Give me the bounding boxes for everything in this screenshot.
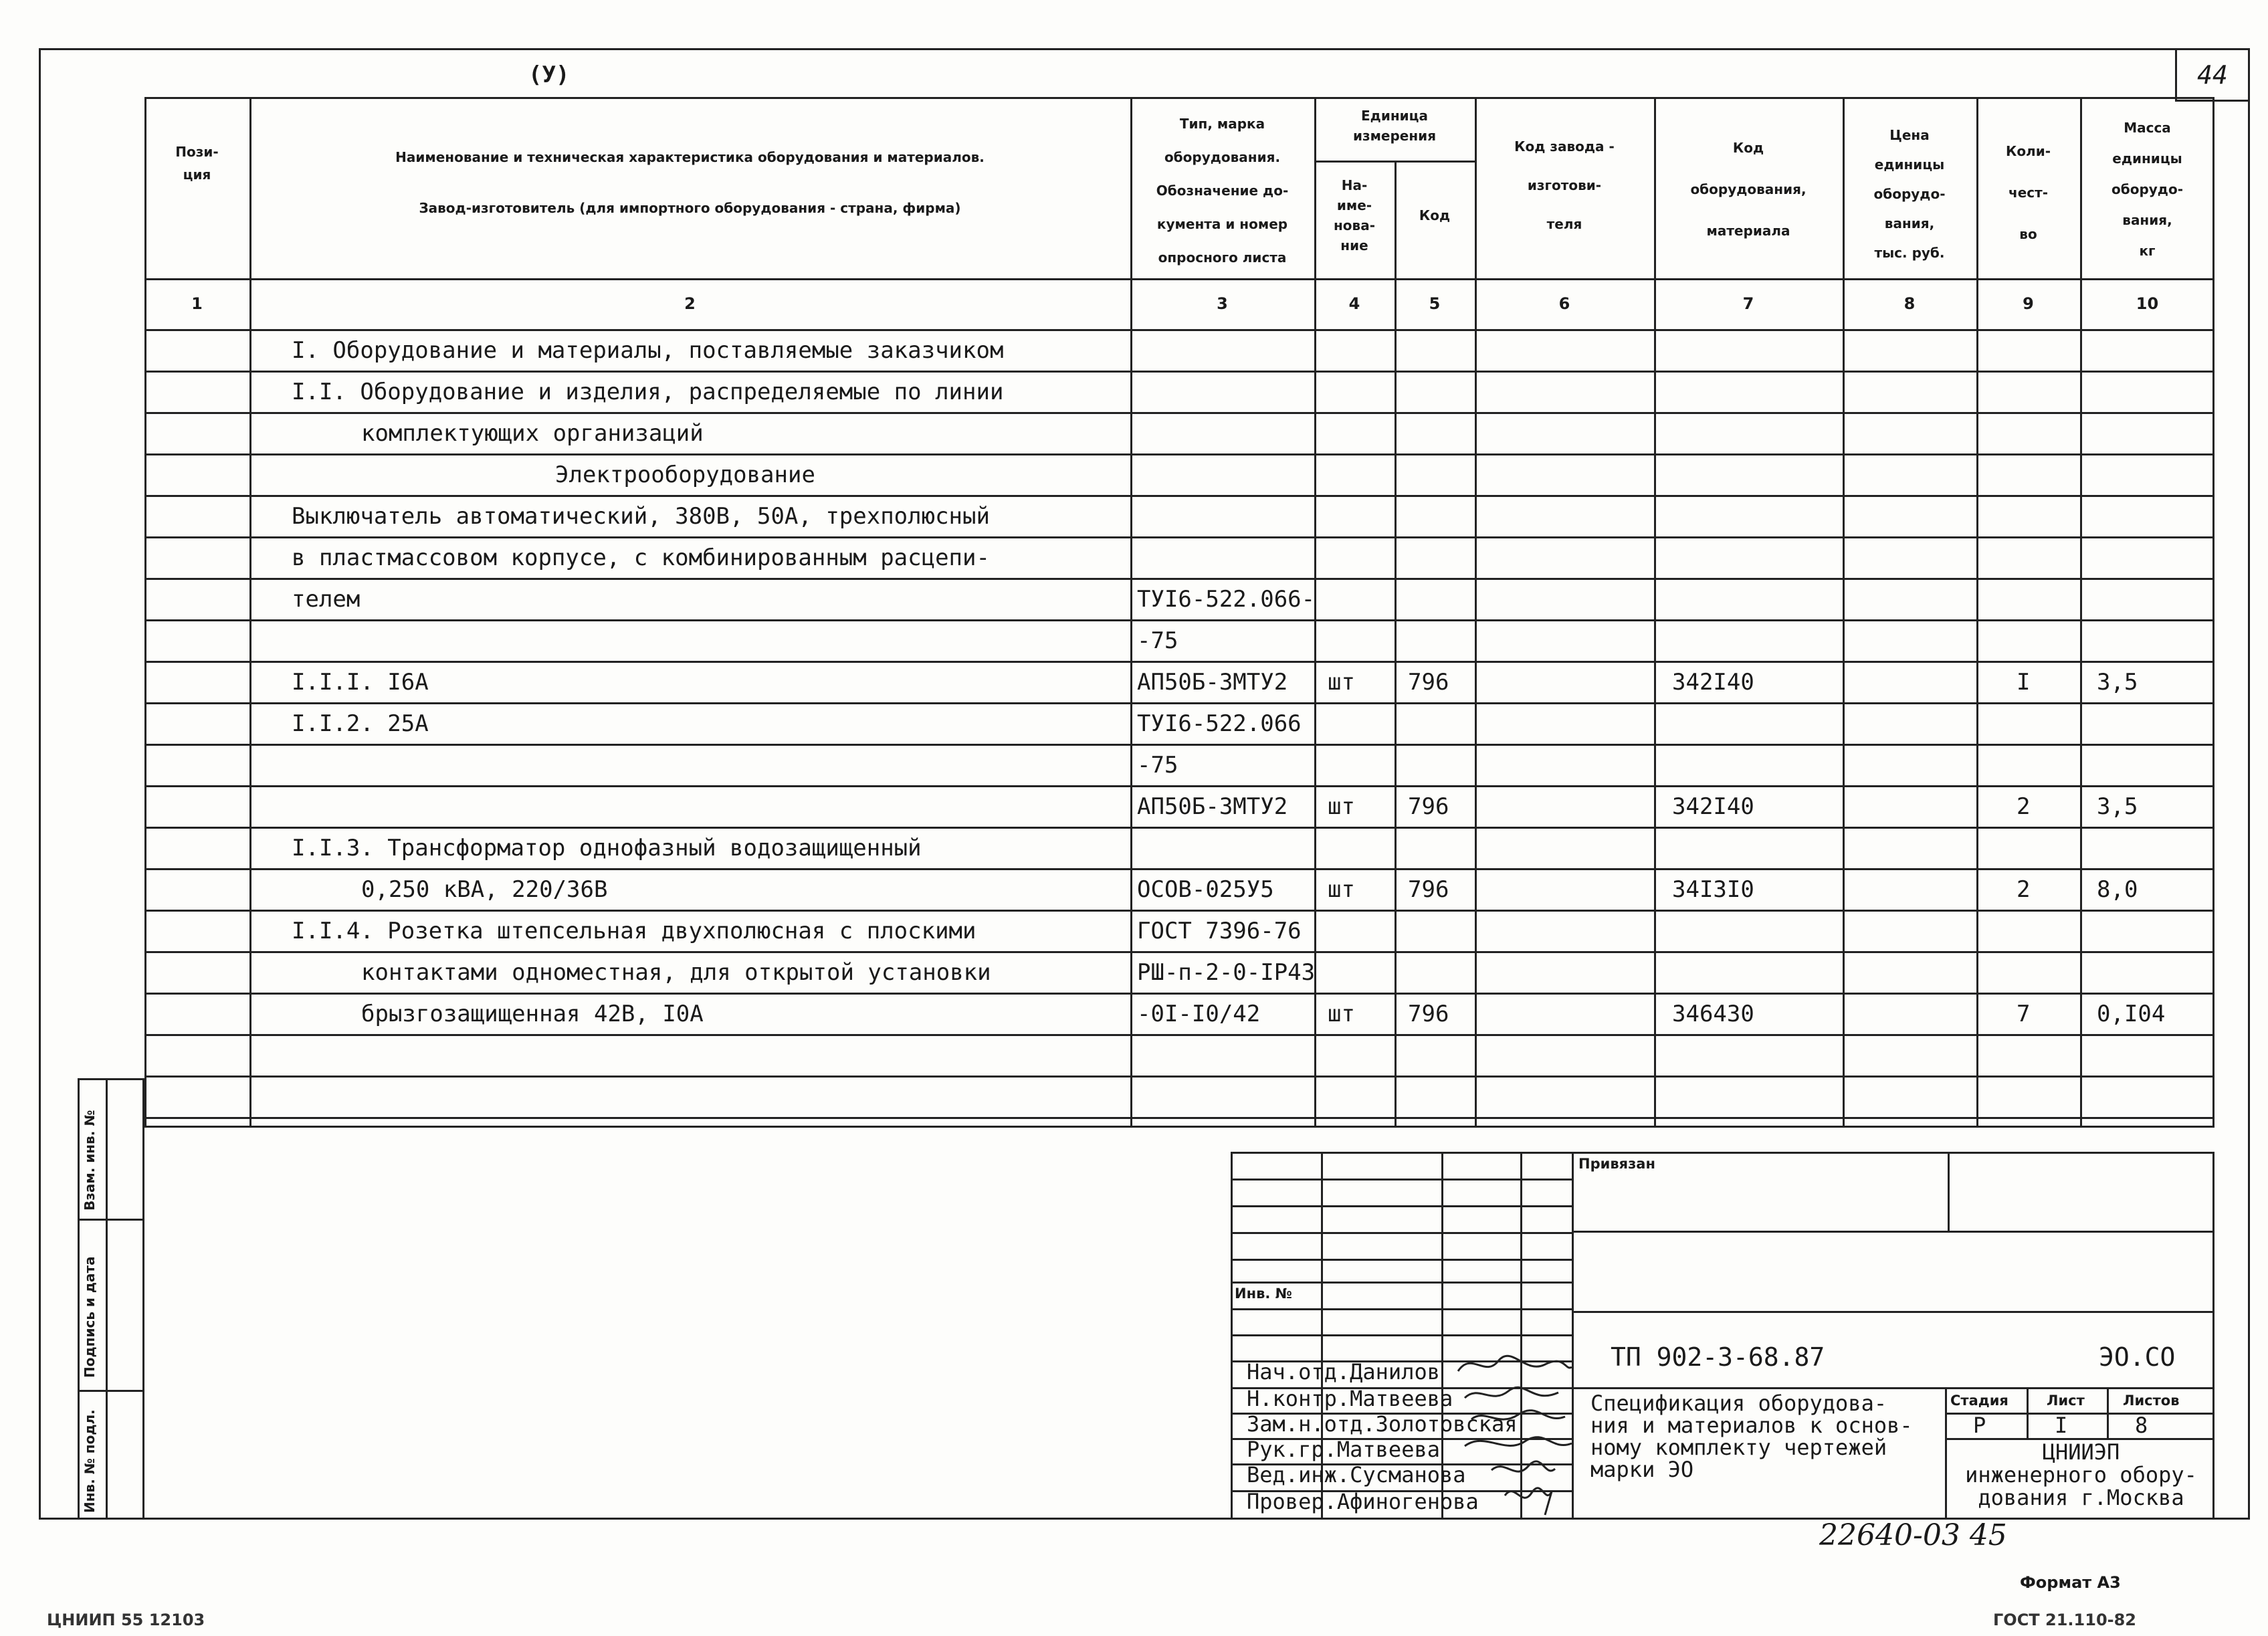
sheets-label: Листов	[2123, 1393, 2180, 1409]
tb-line	[2027, 1387, 2029, 1438]
row-line	[144, 1034, 2214, 1036]
row-unit: шт	[1328, 669, 1355, 696]
side-label-podpis: Подпись и дата	[82, 1256, 98, 1378]
row-unit: шт	[1328, 1001, 1355, 1027]
side-stamp-divider	[106, 1078, 108, 1520]
footer-left: ЦНИИП 55 12103	[47, 1611, 205, 1629]
tb-line	[1572, 1231, 2214, 1233]
row-line	[144, 412, 2214, 414]
sheets-value: 8	[2135, 1413, 2148, 1438]
tb-line	[1945, 1387, 1947, 1520]
sheet-value: I	[2055, 1413, 2068, 1438]
colnum-7: 7	[1742, 294, 1754, 313]
row-name: комплектующих организаций	[361, 420, 704, 447]
signer-1: Нач.отд.Данилов	[1247, 1359, 1440, 1385]
tb-line	[1231, 1259, 1572, 1261]
row-name: брызгозащищенная 42В, I0А	[361, 1001, 704, 1027]
colnum-8: 8	[1903, 294, 1916, 313]
signatures-drawing	[1445, 1344, 1578, 1518]
row-mat: 342I40	[1672, 793, 1754, 820]
row-line	[144, 495, 2214, 497]
row-type: -75	[1137, 627, 1178, 654]
row-type: ТУI6-522.066	[1137, 710, 1302, 737]
header-position-text: Пози- ция	[175, 144, 219, 183]
row-line	[144, 868, 2214, 870]
row-name: Выключатель автоматический, 380В, 50А, трехполюсный	[292, 503, 990, 530]
side-label-vzam: Взам. инв. №	[82, 1110, 98, 1211]
row-line	[144, 536, 2214, 538]
colnum-bottom-line	[144, 329, 2214, 331]
tb-line	[1231, 1282, 1572, 1284]
header-name-line1: Наименование и техническая характеристика оборудования и материалов.	[395, 149, 985, 165]
row-unit: шт	[1328, 876, 1355, 903]
row-name: в пластмассовом корпусе, с комбинированным расцепи-	[292, 544, 990, 571]
row-name: I.I.4. Розетка штепсельная двухполюсная с плоскими	[292, 918, 976, 944]
header-name-line2: Завод-изготовитель (для импортного оборудования - страна, фирма)	[419, 200, 961, 216]
row-type: РШ-п-2-0-IР43	[1137, 959, 1316, 986]
col-line	[1475, 97, 1477, 1128]
colnum-5: 5	[1429, 294, 1441, 313]
colnum-10: 10	[2136, 294, 2159, 313]
row-mass: 3,5	[2097, 669, 2138, 696]
tb-line	[1948, 1152, 1950, 1231]
row-name: I.I. Оборудование и изделия, распределяемые по линии	[292, 379, 1004, 405]
row-mat: 34I3I0	[1672, 876, 1754, 903]
row-mat: 342I40	[1672, 669, 1754, 696]
doc-mark: ЭО.СО	[2099, 1342, 2176, 1372]
signer-5: Вед.инж.Сусманова	[1247, 1462, 1466, 1488]
row-line	[144, 744, 2214, 746]
header-mass: Масса единицы оборудо- вания, кг	[2111, 120, 2183, 259]
row-type: ГОСТ 7396-76	[1137, 918, 1302, 944]
header-plant-code: Код завода - изготови- теля	[1514, 138, 1615, 232]
row-code: 796	[1408, 669, 1449, 696]
row-name: I. Оборудование и материалы, поставляемые заказчиком	[292, 337, 1004, 364]
signer-4: Рук.гр.Матвеева	[1247, 1437, 1440, 1462]
header-quantity: Коли- чест- во	[2005, 143, 2051, 242]
row-code: 796	[1408, 876, 1449, 903]
tb-line	[1231, 1179, 1572, 1181]
inv-no-label: Инв. №	[1235, 1286, 1292, 1302]
row-line	[144, 619, 2214, 621]
organization: ЦНИИЭП инженерного обору- дования г.Москва	[1965, 1439, 2197, 1510]
top-note: (У)	[528, 62, 570, 88]
header-material-code: Код оборудования, материала	[1690, 140, 1807, 239]
row-name: I.I.I. I6А	[292, 669, 429, 696]
col-line	[249, 97, 251, 1128]
col-line	[1654, 97, 1656, 1128]
header-type: Тип, марка оборудования. Обозначение до- кумента и номер опросного листа	[1156, 116, 1289, 266]
row-name: контактами одноместная, для открытой установки	[361, 959, 991, 986]
signer-3: Зам.н.отд.Золотовская	[1247, 1411, 1518, 1437]
row-line	[144, 993, 2214, 995]
privyazan-label: Привязан	[1578, 1156, 1655, 1172]
handwritten-number: 22640-03 45	[1819, 1518, 2007, 1552]
row-qty: 7	[2017, 1001, 2031, 1027]
row-line	[144, 702, 2214, 704]
colnum-1: 1	[191, 294, 203, 313]
row-line	[144, 910, 2214, 912]
row-line	[144, 951, 2214, 953]
row-type: -0I-I0/42	[1137, 1001, 1261, 1027]
side-stamp-line	[78, 1219, 144, 1221]
row-code: 796	[1408, 793, 1449, 820]
row-line	[144, 1117, 2214, 1119]
header-unit-name: На- име- нова- ние	[1333, 177, 1375, 253]
row-mass: 3,5	[2097, 793, 2138, 820]
format-label: Формат А3	[2020, 1573, 2121, 1592]
row-line	[144, 453, 2214, 455]
row-mat: 346430	[1672, 1001, 1754, 1027]
signer-2: Н.контр.Матвеева	[1247, 1386, 1453, 1411]
header-position	[144, 140, 249, 186]
row-qty: 2	[2017, 876, 2031, 903]
row-type: ОСОВ-025У5	[1137, 876, 1274, 903]
row-qty: I	[2017, 669, 2031, 696]
header-bottom-line	[144, 278, 2214, 280]
row-type: АП50Б-3МТУ2	[1137, 793, 1288, 820]
row-type: ТУI6-522.066-	[1137, 586, 1316, 613]
row-name: I.I.3. Трансформатор однофазный водозащищенный	[292, 835, 922, 861]
row-line	[144, 827, 2214, 829]
header-unit-code: Код	[1419, 207, 1451, 223]
doc-code: ТП 902-3-68.87	[1611, 1342, 1825, 1372]
row-name: телем	[292, 586, 360, 613]
row-type: -75	[1137, 752, 1178, 779]
tb-line	[1572, 1311, 2214, 1313]
row-code: 796	[1408, 1001, 1449, 1027]
row-type: АП50Б-3МТУ2	[1137, 669, 1288, 696]
header-unit-group: Единица измерения	[1352, 108, 1437, 144]
row-name: I.I.2. 25А	[292, 710, 429, 737]
row-name: Электрооборудование	[555, 462, 815, 488]
colnum-6: 6	[1558, 294, 1570, 313]
doc-title: Спецификация оборудова- ния и материалов к основ- ному комплекту чертежей марки ЭО	[1590, 1391, 1913, 1482]
tb-line	[1572, 1387, 2214, 1389]
colnum-3: 3	[1217, 294, 1228, 313]
signer-6: Провер.Афиногенова	[1247, 1489, 1479, 1514]
tb-line	[1231, 1232, 1572, 1234]
tb-line	[1231, 1205, 1572, 1207]
colnum-4: 4	[1348, 294, 1360, 313]
row-line	[144, 785, 2214, 787]
sheet-label: Лист	[2047, 1393, 2085, 1409]
row-line	[144, 578, 2214, 580]
row-line	[144, 1076, 2214, 1078]
tb-line	[1231, 1308, 1572, 1310]
side-stamp-line	[78, 1390, 144, 1392]
sheet-page-number: 44	[2175, 48, 2250, 102]
row-mass: 0,I04	[2097, 1001, 2166, 1027]
footer-right: ГОСТ 21.110-82	[1993, 1611, 2137, 1629]
header-price: Цена единицы оборудо- вания, тыс. руб.	[1873, 127, 1946, 261]
stage-label: Стадия	[1950, 1393, 2008, 1409]
row-qty: 2	[2017, 793, 2031, 820]
row-name: 0,250 кВА, 220/36В	[361, 876, 608, 903]
colnum-9: 9	[2023, 294, 2034, 313]
row-line	[144, 661, 2214, 663]
stage-value: Р	[1973, 1413, 1986, 1438]
colnum-2: 2	[684, 294, 696, 313]
tb-line	[1231, 1334, 1572, 1336]
side-label-inv: Инв. № подл.	[82, 1409, 98, 1513]
row-mass: 8,0	[2097, 876, 2138, 903]
tb-line	[2107, 1387, 2109, 1438]
row-unit: шт	[1328, 793, 1355, 820]
row-line	[144, 371, 2214, 373]
